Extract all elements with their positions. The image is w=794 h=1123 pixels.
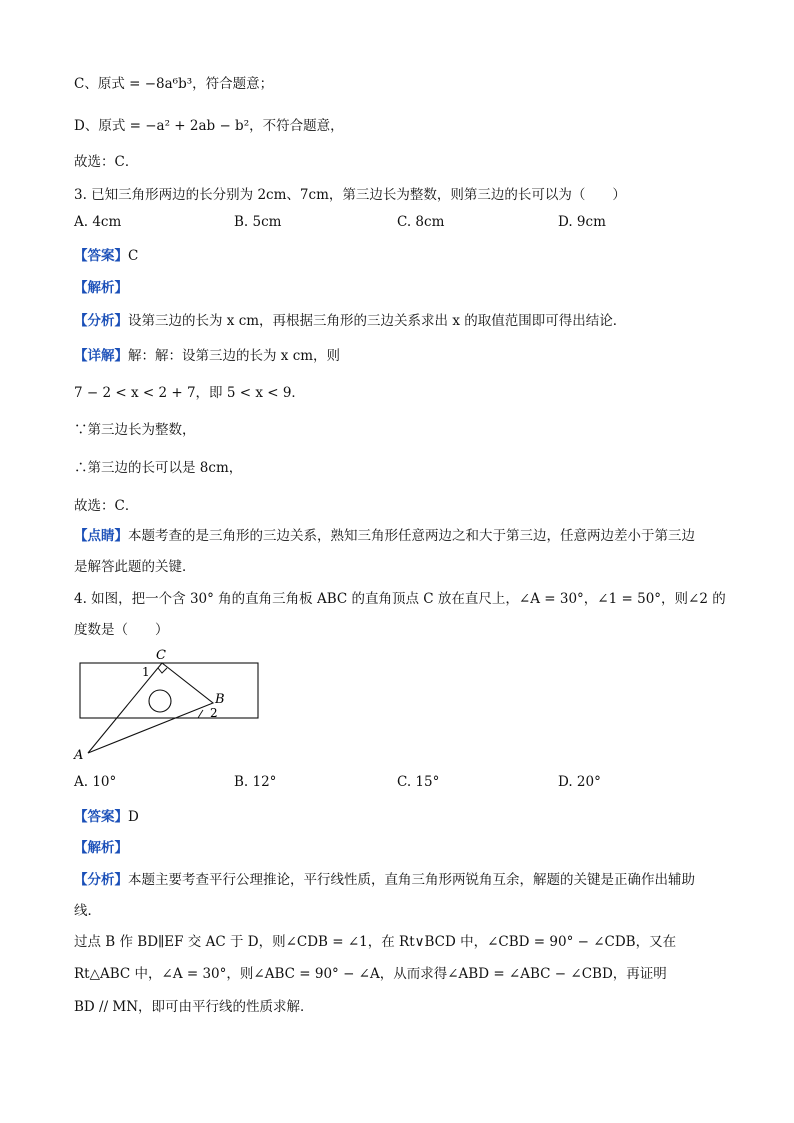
q4-option-a: A. 10° [74,774,117,790]
fenxi-text: 设第三边的长为 x cm，再根据三角形的三边关系求出 x 的取值范围即可得出结论． [128,313,627,329]
q4-option-c: C. 15° [397,774,440,790]
question-4-line2: 度数是（ ） [74,622,169,638]
q4-option-b: B. 12° [234,774,277,790]
choose-line: 故选：C． [74,154,139,170]
question-3: 3. 已知三角形两边的长分别为 2cm、7cm，第三边长为整数，则第三边的长可以为（ ） [74,187,626,203]
q3-option-a: A. 4cm [74,214,122,230]
dianjing-text: 本题考查的是三角形的三边关系，熟知三角形任意两边之和大于第三边，任意两边差小于第三边 [128,528,695,544]
fenxi-tag: 【分析】 [74,313,128,329]
option-c-explanation: C、原式 = −8a⁶b³，符合题意； [74,76,274,92]
q3-analysis-heading [74,276,128,296]
analysis-tag: 【解析】 [74,840,128,856]
q3-dianjing-cont: 是解答此题的关键． [74,559,196,575]
triangle-hole-circle [149,690,171,712]
answer-tag: 【答案】 [74,248,128,264]
right-angle-mark [158,668,167,673]
label-c: C [156,648,166,663]
q3-answer [74,244,138,264]
fenxi-text: 本题主要考查平行公理推论，平行线性质，直角三角形两锐角互余，解题的关键是正确作出辅助 [128,872,695,888]
q4-solution-line2: Rt△ABC 中，∠A = 30°，则∠ABC = 90° − ∠A，从而求得∠ABD = ∠ABC − ∠CBD，再证明 [74,966,667,982]
q4-fenxi-cont: 线． [74,903,101,919]
q3-inequality: 7 − 2 < x < 2 + 7，即 5 < x < 9． [74,385,305,401]
ruler-triangle-figure [70,645,270,765]
q4-fenxi [74,868,695,888]
q4-option-d: D. 20° [558,774,601,790]
label-1: 1 [142,665,150,679]
q4-analysis-heading [74,836,128,856]
q4-solution-line1: 过点 B 作 BD∥EF 交 AC 于 D，则∠CDB = ∠1，在 Rt∨BCD 中，∠CBD = 90° − ∠CDB，又在 [74,934,677,950]
answer-tag: 【答案】 [74,809,128,825]
q3-option-b: B. 5cm [234,214,282,230]
option-d-explanation: D、原式 = −a² + 2ab − b²，不符合题意， [74,118,344,134]
q4-answer [74,805,139,825]
fenxi-tag: 【分析】 [74,872,128,888]
triangle-abc [88,663,213,753]
answer-value: C [128,248,139,264]
ruler-rectangle [80,663,258,718]
q3-therefore: ∴第三边的长可以是 8cm， [74,460,243,476]
answer-value: D [128,809,139,825]
q3-choose: 故选：C． [74,498,139,514]
analysis-tag: 【解析】 [74,280,128,296]
question-4-line1: 4. 如图，把一个含 30° 角的直角三角板 ABC 的直角顶点 C 放在直尺上，∠A = 30°，∠1 = 50°，则∠2 的 [74,591,726,607]
q3-fenxi [74,309,626,329]
label-2: 2 [210,706,218,720]
label-b: B [215,692,225,707]
angle-2-arc [198,710,203,718]
q3-xiangjie [74,344,340,364]
q4-solution-line3: BD // MN，即可由平行线的性质求解． [74,999,314,1015]
label-a: A [74,748,84,763]
q3-option-c: C. 8cm [397,214,445,230]
q3-dianjing [74,524,695,544]
q3-option-d: D. 9cm [558,214,606,230]
q3-because: ∵第三边长为整数， [74,422,196,438]
xiangjie-tag: 【详解】 [74,348,128,364]
xiangjie-text: 解：解：设第三边的长为 x cm，则 [128,348,341,364]
dianjing-tag: 【点睛】 [74,528,128,544]
